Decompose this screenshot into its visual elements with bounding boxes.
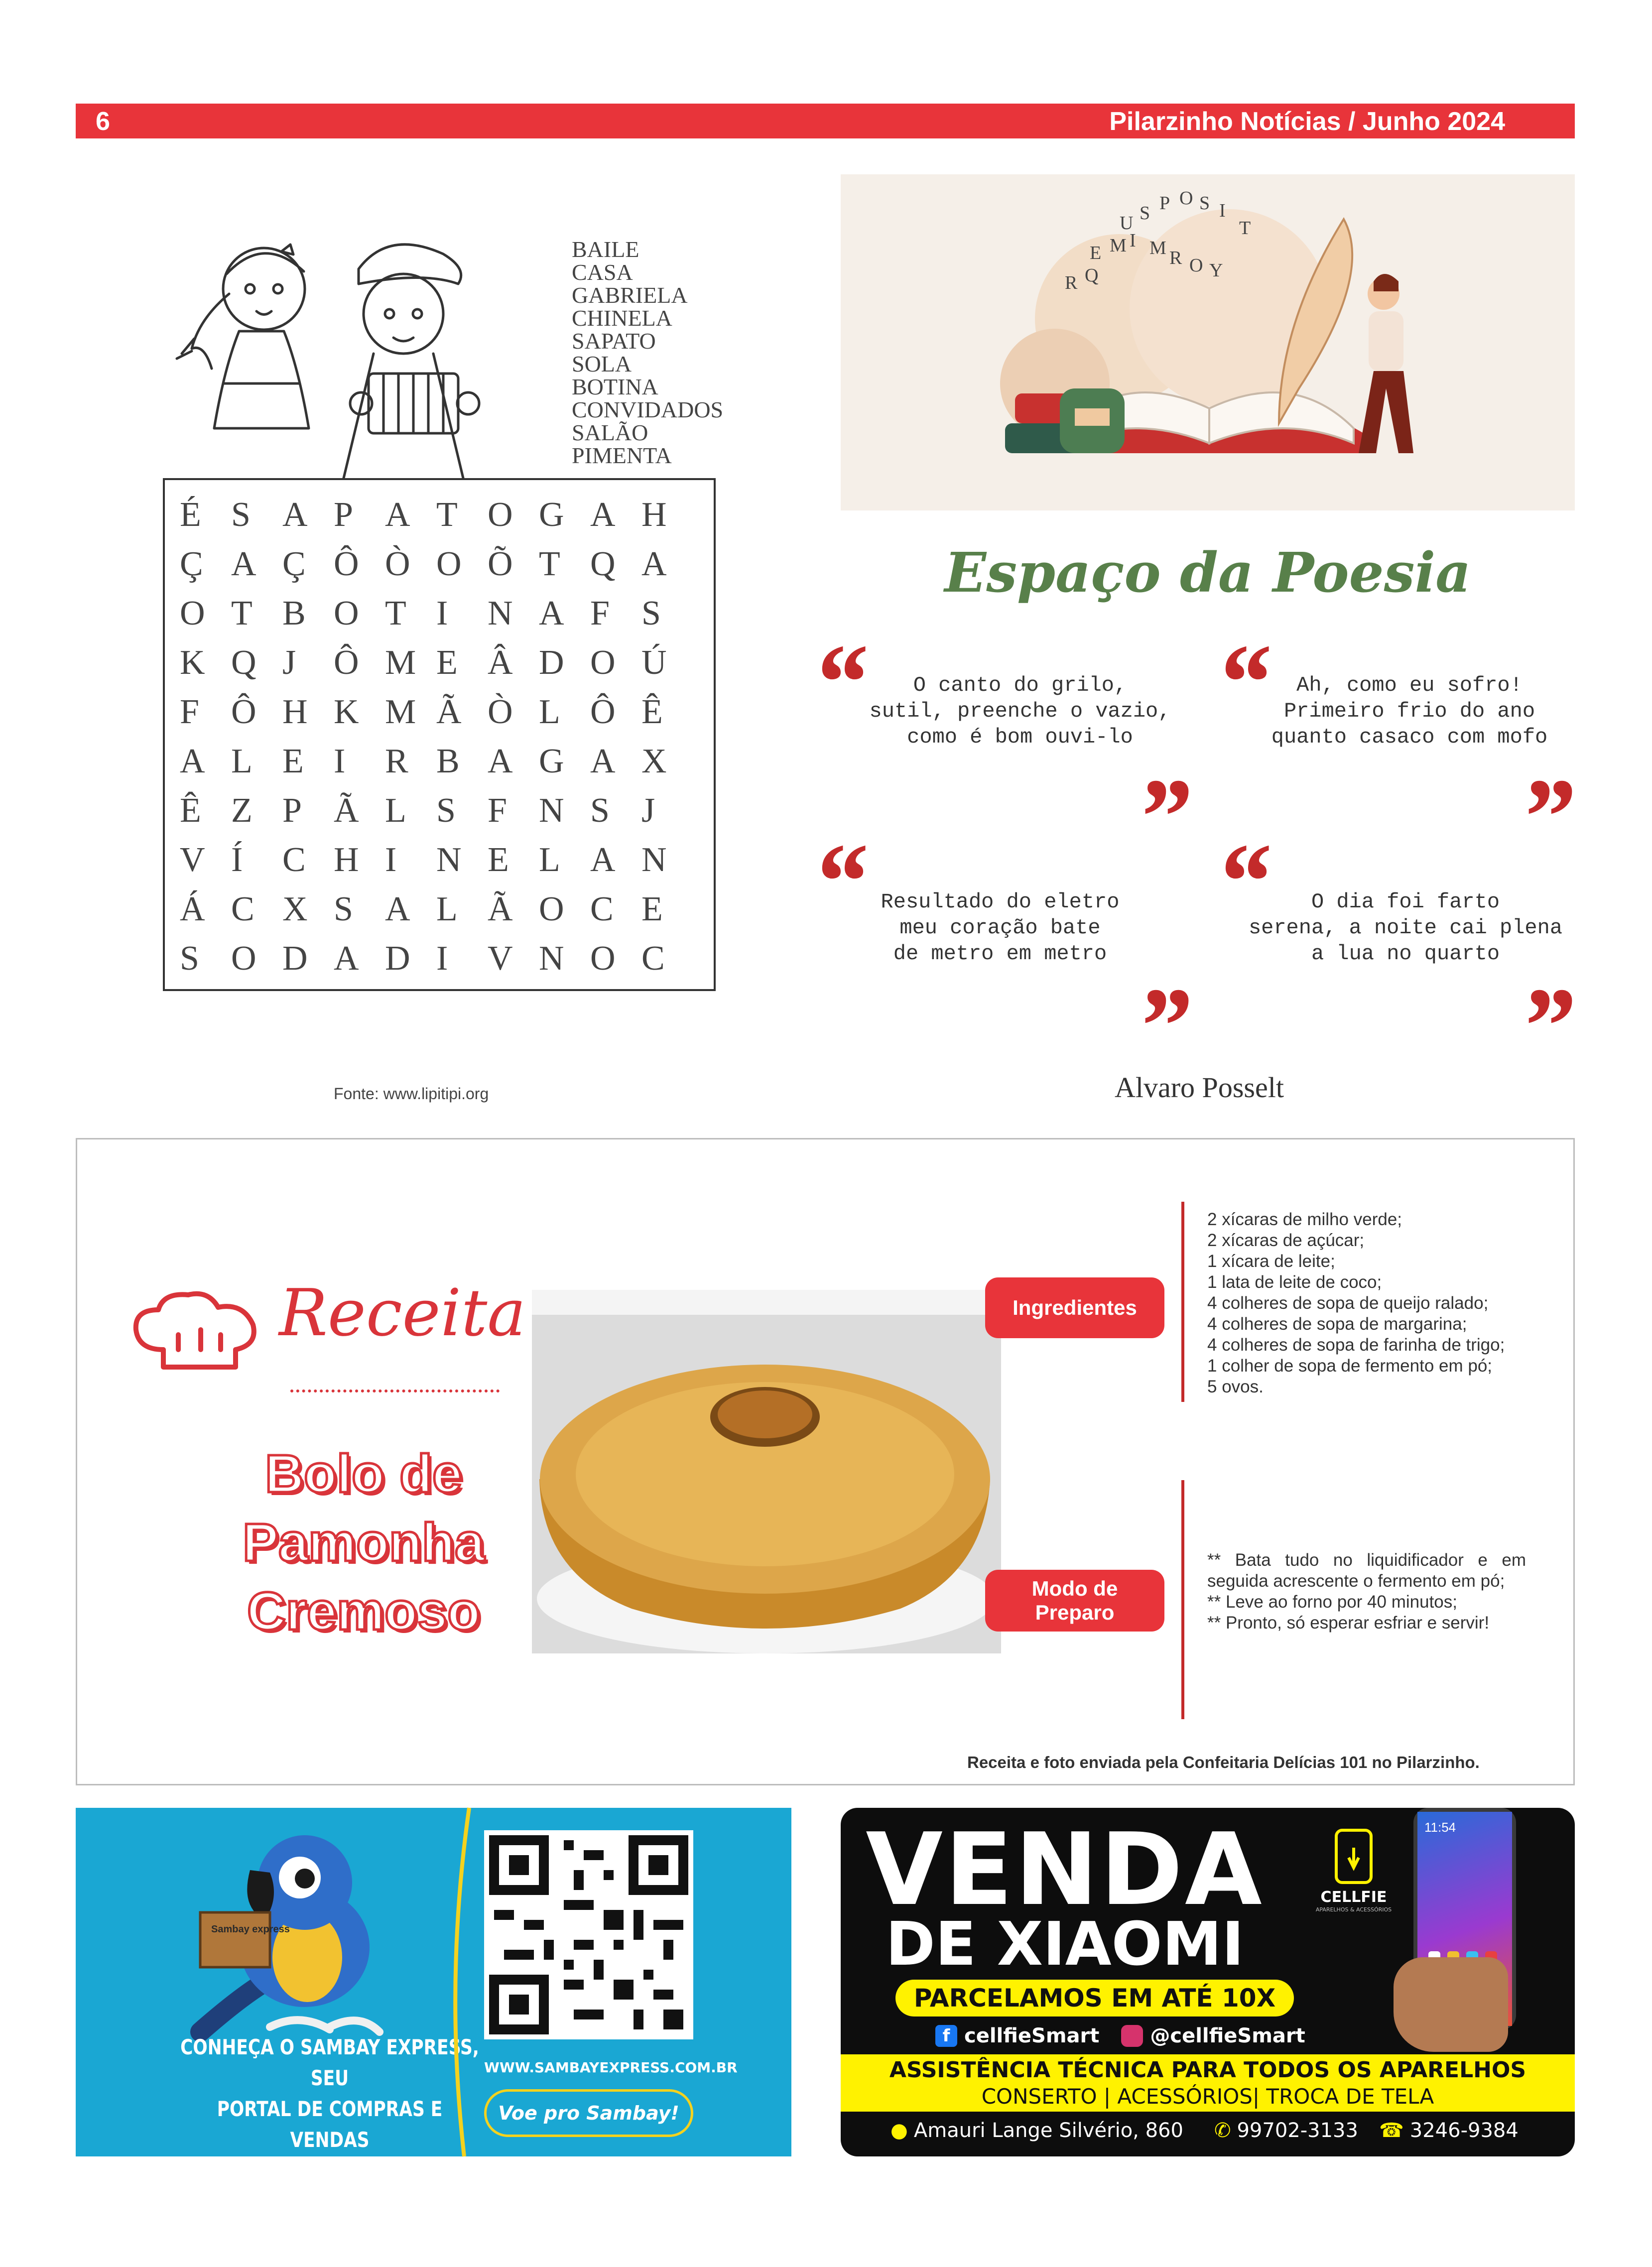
ingredient-list [1207, 1209, 1505, 1397]
grid-cell: É [180, 495, 201, 534]
recipe-label: Receita [279, 1275, 526, 1351]
grid-cell: N [641, 840, 667, 879]
word-item: SOLA [572, 351, 632, 377]
poem-1 [831, 672, 1209, 750]
grid-row [180, 539, 693, 589]
grid-cell: I [436, 594, 448, 632]
grid-cell: A [334, 939, 359, 978]
illustration-letter: I [1130, 230, 1136, 251]
grid-cell: P [334, 495, 353, 534]
grid-row [180, 687, 693, 737]
cellfie-brand-sub: APARELHOS & ACESSÓRIOS [1315, 1906, 1392, 1913]
qr-code[interactable] [484, 1830, 693, 2039]
contact-row [890, 2119, 1519, 2142]
word-item: BAILE [572, 237, 639, 262]
word-item: CASA [572, 259, 633, 285]
recipe-credit: Receita e foto enviada pela Confeitaria Delícias 101 no Pilarzinho. [967, 1753, 1480, 1771]
grid-cell: N [539, 791, 564, 830]
poem-line: de metro em metro [893, 942, 1107, 966]
grid-row [180, 638, 693, 687]
grid-cell: Q [231, 643, 256, 682]
grid-cell: H [282, 692, 308, 731]
grid-cell: Ã [488, 889, 513, 928]
grid-cell: A [385, 889, 410, 928]
grid-row [180, 786, 693, 835]
grid-cell: T [539, 544, 560, 583]
grid-cell: A [590, 840, 616, 879]
open-quote-icon: “ [812, 622, 867, 743]
poem-4 [1216, 889, 1595, 967]
recipe-title-line: Pamonha [242, 1512, 485, 1572]
illustration-letter: S [1140, 203, 1150, 224]
service-items: CONSERTO | ACESSÓRIOS| TROCA DE TELA [981, 2084, 1434, 2109]
cake-image [532, 1290, 1001, 1653]
poem-line: O canto do grilo, [913, 673, 1127, 697]
grid-cell: Á [180, 889, 205, 928]
illustration-letter: Q [1085, 265, 1099, 286]
grid-cell: S [180, 939, 199, 978]
ingredient-item: 4 colheres de sopa de farinha de trigo; [1207, 1335, 1505, 1355]
illustration-letter: M [1110, 235, 1127, 256]
ad-sambay-express[interactable] [76, 1808, 791, 2183]
poem-2 [1220, 672, 1599, 750]
phone-icon: ☎ [1379, 2119, 1404, 2142]
grid-cell: S [590, 791, 610, 830]
grid-cell: G [539, 742, 564, 780]
prep-step: ** Pronto, só esperar esfriar e servir! [1207, 1613, 1490, 1633]
facebook-icon: f [935, 2025, 957, 2047]
grid-cell: J [641, 791, 655, 830]
open-quote-icon: “ [1215, 622, 1270, 743]
chef-hat-icon [128, 1290, 268, 1375]
yellow-swoosh [444, 1808, 474, 2156]
illustration-letter: R [1065, 272, 1078, 293]
grid-cell: L [436, 889, 458, 928]
grid-cell: E [436, 643, 458, 682]
illustration-letter: O [1179, 188, 1193, 209]
grid-cell: D [282, 939, 308, 978]
grid-cell: L [539, 692, 560, 731]
page-number: 6 [96, 107, 110, 136]
parrot-mascot-icon [180, 1833, 459, 2042]
recipe-divider [290, 1389, 500, 1392]
grid-cell: C [282, 840, 306, 879]
grid-cell: Q [590, 544, 616, 583]
grid-cell: S [436, 791, 456, 830]
grid-cell: D [539, 643, 564, 682]
grid-cell: C [231, 889, 254, 928]
grid-row [180, 589, 693, 638]
ingredient-item: 4 colheres de sopa de queijo ralado; [1207, 1293, 1489, 1313]
grid-cell: Ô [590, 692, 616, 731]
ad-headline-1: VENDA [866, 1812, 1264, 1928]
sambay-tagline-line: MODERNO, RÁPIDO E SEGURO! [181, 2158, 479, 2183]
phone-time: 11:54 [1424, 1820, 1456, 1835]
grid-cell: I [385, 840, 397, 879]
prep-step: ** Bata tudo no liquidificador e em seguida acrescente o fermento em pó; [1207, 1550, 1526, 1591]
grid-cell: A [488, 742, 513, 780]
illustration-letter: U [1120, 213, 1134, 234]
grid-cell: Â [488, 643, 513, 682]
grid-cell: E [282, 742, 304, 780]
illustration-letter: E [1090, 243, 1102, 263]
grid-cell: I [334, 742, 346, 780]
poem-line: como é bom ouvi-lo [907, 725, 1133, 749]
grid-cell: N [436, 840, 462, 879]
service-title: ASSISTÊNCIA TÉCNICA PARA TODOS OS APARELHOS [889, 2057, 1526, 2083]
sambay-url[interactable]: WWW.SAMBAYEXPRESS.COM.BR [484, 2059, 738, 2076]
grid-cell: A [385, 495, 410, 534]
ad-headline-2: DE XIAOMI [886, 1910, 1244, 1979]
cake-photo [532, 1290, 1001, 1653]
grid-cell: J [282, 643, 296, 682]
grid-cell: R [385, 742, 408, 780]
open-quote-icon: “ [1215, 821, 1270, 942]
grid-cell: T [231, 594, 253, 632]
instagram-icon [1121, 2025, 1143, 2047]
phone-number[interactable]: 3246-9384 [1409, 2119, 1519, 2142]
word-search-grid [163, 478, 716, 991]
grid-cell: H [334, 840, 359, 879]
grid-cell: Ç [180, 544, 203, 583]
poem-line: Primeiro frio do ano [1283, 699, 1535, 723]
grid-cell: S [334, 889, 353, 928]
instagram-handle[interactable]: @cellfieSmart [1150, 2024, 1305, 2047]
grid-cell: D [385, 939, 410, 978]
word-list [572, 238, 723, 467]
close-quote-icon: ” [1519, 965, 1574, 1087]
grid-cell: G [539, 495, 564, 534]
poem-3 [811, 889, 1189, 967]
poetry-illustration [841, 174, 1575, 510]
ingredient-item: 2 xícaras de açúcar; [1207, 1231, 1365, 1250]
grid-cell: X [641, 742, 667, 780]
prep-label-line: Modo de [1031, 1577, 1118, 1600]
ingredients-divider [1181, 1202, 1184, 1402]
address: Amauri Lange Silvério, 860 [913, 2119, 1183, 2142]
grid-cell: O [334, 594, 359, 632]
ad-offer: PARCELAMOS EM ATÉ 10X [895, 1980, 1294, 2016]
illustration-letter: Y [1209, 260, 1223, 281]
poetry-title: Espaço da Poesia [944, 540, 1471, 605]
grid-cell: Ã [334, 791, 359, 830]
ingredient-item: 4 colheres de sopa de margarina; [1207, 1314, 1467, 1334]
prep-divider [1181, 1480, 1184, 1719]
grid-cell: M [385, 643, 416, 682]
word-item: BOTINA [572, 374, 658, 399]
grid-cell: A [590, 495, 616, 534]
poem-line: a lua no quarto [1311, 942, 1500, 966]
grid-row [180, 490, 693, 539]
grid-cells [180, 490, 693, 983]
grid-cell: K [334, 692, 359, 731]
grid-cell: H [641, 495, 667, 534]
grid-cell: S [231, 495, 251, 534]
prep-steps [1207, 1550, 1526, 1634]
header-bar [76, 104, 1575, 138]
word-item: GABRIELA [572, 282, 688, 308]
ingredient-item: 2 xícaras de milho verde; [1207, 1210, 1402, 1229]
close-quote-icon: ” [1136, 965, 1190, 1087]
grid-cell: T [385, 594, 406, 632]
grid-cell: T [436, 495, 458, 534]
sambay-tagline-line: CONHEÇA O SAMBAY EXPRESS, SEU [180, 2035, 479, 2090]
sambay-tagline-line: PORTAL DE COMPRAS E VENDAS [217, 2097, 443, 2152]
grid-cell: L [231, 742, 253, 780]
festa-junina-children-illustration [164, 219, 543, 498]
sambay-tagline [179, 2032, 481, 2186]
grid-cell: M [385, 692, 416, 731]
grid-cell: F [488, 791, 507, 830]
grid-cell: A [539, 594, 564, 632]
grid-cell: Ô [231, 692, 256, 731]
grid-cell: O [539, 889, 564, 928]
grid-cell: K [180, 643, 205, 682]
grid-cell: O [590, 643, 616, 682]
grid-cell: I [436, 939, 448, 978]
grid-cell: F [590, 594, 610, 632]
grid-cell: Ô [334, 643, 359, 682]
poem-author: Alvaro Posselt [1115, 1071, 1284, 1104]
grid-cell: E [488, 840, 509, 879]
grid-cell: B [282, 594, 306, 632]
poem-line: quanto casaco com mofo [1271, 725, 1548, 749]
grid-cell: X [282, 889, 308, 928]
illustration-letter: P [1159, 193, 1170, 214]
recipe-title [189, 1439, 538, 1645]
grid-cell: A [180, 742, 205, 780]
grid-cell: A [590, 742, 616, 780]
ad-background [841, 1808, 1575, 2156]
service-band [841, 2054, 1575, 2112]
prep-step: ** Leve ao forno por 40 minutos; [1207, 1592, 1457, 1612]
ad-cellfie-xiaomi[interactable] [841, 1808, 1575, 2156]
grid-cell: Ô [334, 544, 359, 583]
header-title: Pilarzinho Notícias / Junho 2024 [1109, 107, 1505, 136]
sambay-cta-button[interactable]: Voe pro Sambay! [484, 2089, 693, 2137]
qr-code-icon [484, 1830, 693, 2039]
ingredients-label: Ingredientes [985, 1277, 1164, 1338]
illustration-letter: S [1199, 193, 1210, 214]
poem-line: meu coração bate [899, 916, 1101, 940]
grid-cell: Ê [180, 791, 201, 830]
facebook-handle[interactable]: cellfieSmart [964, 2024, 1100, 2047]
box-label: Sambay express [211, 1924, 290, 1935]
illustration-letter: I [1219, 200, 1226, 221]
grid-row [180, 737, 693, 786]
grid-cell: P [282, 791, 302, 830]
grid-cell: Z [231, 791, 253, 830]
grid-cell: Õ [488, 544, 513, 583]
grid-cell: O [590, 939, 616, 978]
source-note: Fonte: www.lipitipi.org [334, 1085, 489, 1103]
whatsapp-icon: ✆ [1214, 2119, 1231, 2142]
grid-cell: Ò [488, 692, 513, 731]
prep-label-line: Preparo [1035, 1601, 1115, 1624]
word-item: CHINELA [572, 305, 672, 331]
word-item: CONVIDADOS [572, 397, 724, 422]
illustration-letter: O [1189, 255, 1203, 276]
grid-cell: O [180, 594, 205, 632]
grid-cell: V [180, 840, 205, 879]
recipe-title-line: Cremoso [247, 1581, 481, 1641]
ingredient-item: 1 lata de leite de coco; [1207, 1272, 1382, 1292]
hand-image [1394, 1957, 1508, 2052]
illustration-letter: M [1149, 238, 1166, 258]
cellfie-logo-icon [1326, 1828, 1381, 1888]
close-quote-icon: ” [1519, 756, 1574, 878]
illustration-letter: T [1239, 218, 1251, 239]
grid-row [180, 884, 693, 934]
prep-label [985, 1570, 1164, 1632]
grid-cell: Ã [436, 692, 462, 731]
grid-cell: S [641, 594, 661, 632]
illustration-letter: R [1169, 248, 1182, 268]
poem-line: Ah, como eu sofro! [1296, 673, 1523, 697]
social-links [935, 2024, 1305, 2047]
grid-cell: E [641, 889, 663, 928]
ingredient-item: 5 ovos. [1207, 1377, 1264, 1396]
grid-cell: V [488, 939, 513, 978]
grid-cell: O [436, 544, 462, 583]
grid-cell: A [231, 544, 256, 583]
grid-cell: C [641, 939, 665, 978]
book-quill-illustration [841, 174, 1575, 510]
cellfie-brand: CELLFIE [1320, 1889, 1387, 1906]
poem-line: sutil, preenche o vazio, [869, 699, 1171, 723]
poem-line: serena, a noite cai plena [1248, 916, 1563, 940]
grid-cell: Ê [641, 692, 663, 731]
grid-row [180, 934, 693, 983]
grid-cell: B [436, 742, 460, 780]
grid-cell: Ú [641, 643, 667, 682]
ingredient-item: 1 xícara de leite; [1207, 1252, 1335, 1271]
grid-cell: N [539, 939, 564, 978]
word-item: SAPATO [572, 328, 656, 354]
grid-cell: F [180, 692, 199, 731]
word-item: PIMENTA [572, 443, 672, 468]
whatsapp-number[interactable]: 99702-3133 [1237, 2119, 1358, 2142]
grid-cell: L [385, 791, 406, 830]
grid-cell: C [590, 889, 614, 928]
grid-cell: A [282, 495, 308, 534]
grid-cell: O [488, 495, 513, 534]
grid-cell: Ç [282, 544, 306, 583]
close-quote-icon: ” [1136, 756, 1190, 878]
grid-cell: N [488, 594, 513, 632]
grid-cell: L [539, 840, 560, 879]
open-quote-icon: “ [812, 821, 867, 942]
grid-cell: Ò [385, 544, 410, 583]
ingredient-item: 1 colher de sopa de fermento em pó; [1207, 1356, 1493, 1376]
poem-line: O dia foi farto [1311, 890, 1500, 914]
poem-line: Resultado do eletro [881, 890, 1120, 914]
location-pin-icon: ● [890, 2119, 908, 2142]
grid-cell: O [231, 939, 256, 978]
recipe-title-line: Bolo de [265, 1443, 462, 1504]
word-item: SALÃO [572, 420, 648, 445]
grid-cell: A [641, 544, 667, 583]
grid-row [180, 835, 693, 884]
grid-cell: Í [231, 840, 243, 879]
